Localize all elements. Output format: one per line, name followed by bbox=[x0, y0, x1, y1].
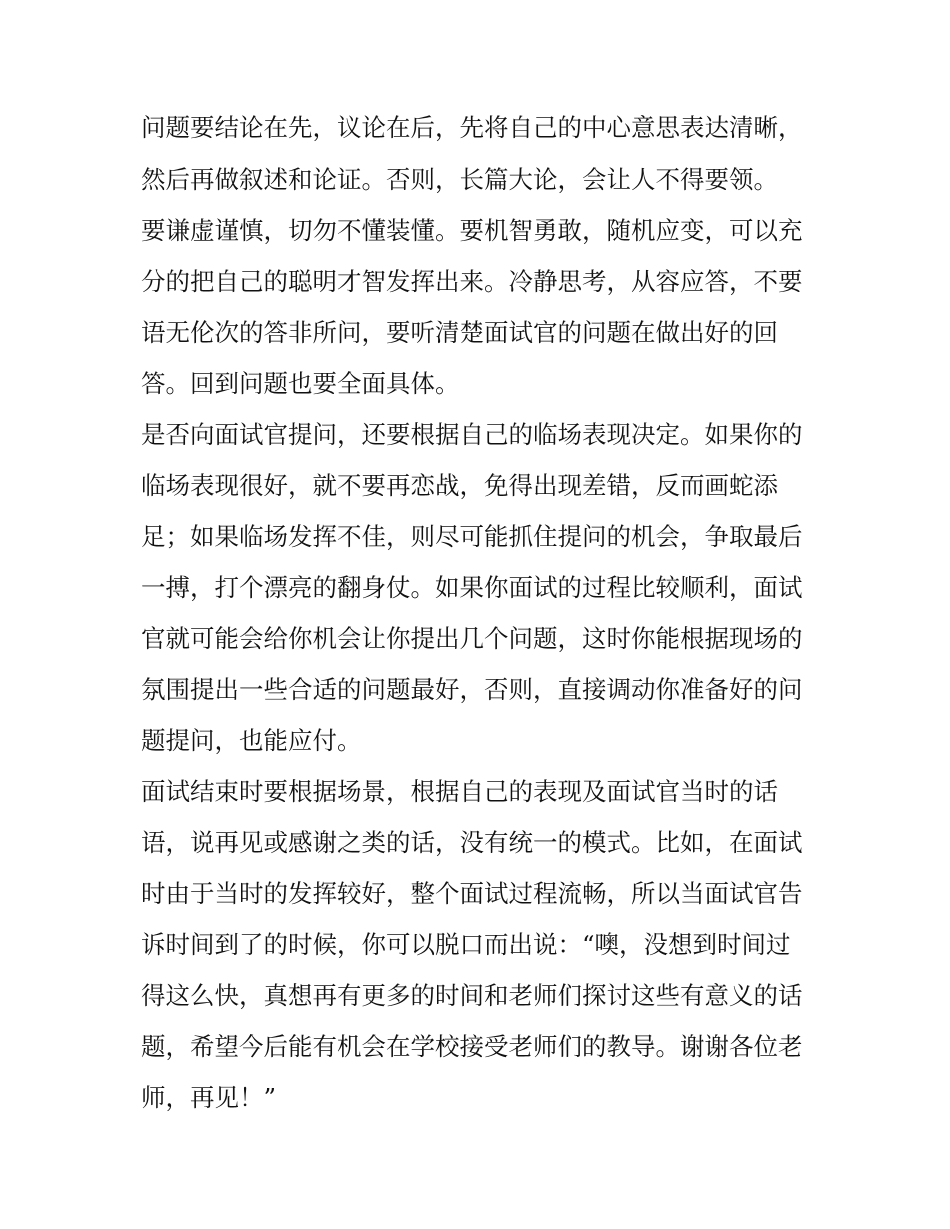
text-line: 临场表现很好，就不要再恋战，免得出现差错，反而画蛇添 bbox=[141, 471, 778, 500]
text-line: 一搏，打个漂亮的翻身仗。如果你面试的过程比较顺利，面试 bbox=[141, 573, 803, 602]
text-line: 得这么快，真想再有更多的时间和老师们探讨这些有意义的话 bbox=[141, 981, 803, 1010]
text-line: 面试结束时要根据场景，根据自己的表现及面试官当时的话 bbox=[141, 777, 778, 806]
text-line: 然后再做叙述和论证。否则，长篇大论，会让人不得要领。 bbox=[141, 165, 778, 194]
text-line: 语无伦次的答非所问，要听清楚面试官的问题在做出好的回 bbox=[141, 318, 778, 347]
text-line: 时由于当时的发挥较好，整个面试过程流畅，所以当面试官告 bbox=[141, 879, 803, 908]
text-line: 是否向面试官提问，还要根据自己的临场表现决定。如果你的 bbox=[141, 420, 803, 449]
text-line: 语，说再见或感谢之类的话，没有统一的模式。比如，在面试 bbox=[141, 828, 803, 857]
text-line: 答。回到问题也要全面具体。 bbox=[141, 369, 460, 398]
text-line: 师，再见！” bbox=[141, 1083, 277, 1112]
text-line: 要谦虚谨慎，切勿不懂装懂。要机智勇敢，随机应变，可以充 bbox=[141, 216, 803, 245]
text-line: 分的把自己的聪明才智发挥出来。冷静思考，从容应答，不要 bbox=[141, 267, 803, 296]
text-line: 官就可能会给你机会让你提出几个问题，这时你能根据现场的 bbox=[141, 624, 803, 653]
text-line: 问题要结论在先，议论在后，先将自己的中心意思表达清晰， bbox=[141, 113, 803, 142]
text-line: 足；如果临场发挥不佳，则尽可能抓住提问的机会，争取最后 bbox=[141, 522, 803, 551]
text-line: 氛围提出一些合适的问题最好，否则，直接调动你准备好的问 bbox=[141, 675, 803, 704]
text-line: 诉时间到了的时候，你可以脱口而出说：“噢，没想到时间过 bbox=[141, 930, 791, 959]
text-line: 题，希望今后能有机会在学校接受老师们的教导。谢谢各位老 bbox=[141, 1032, 803, 1061]
text-line: 题提问，也能应付。 bbox=[141, 726, 362, 755]
